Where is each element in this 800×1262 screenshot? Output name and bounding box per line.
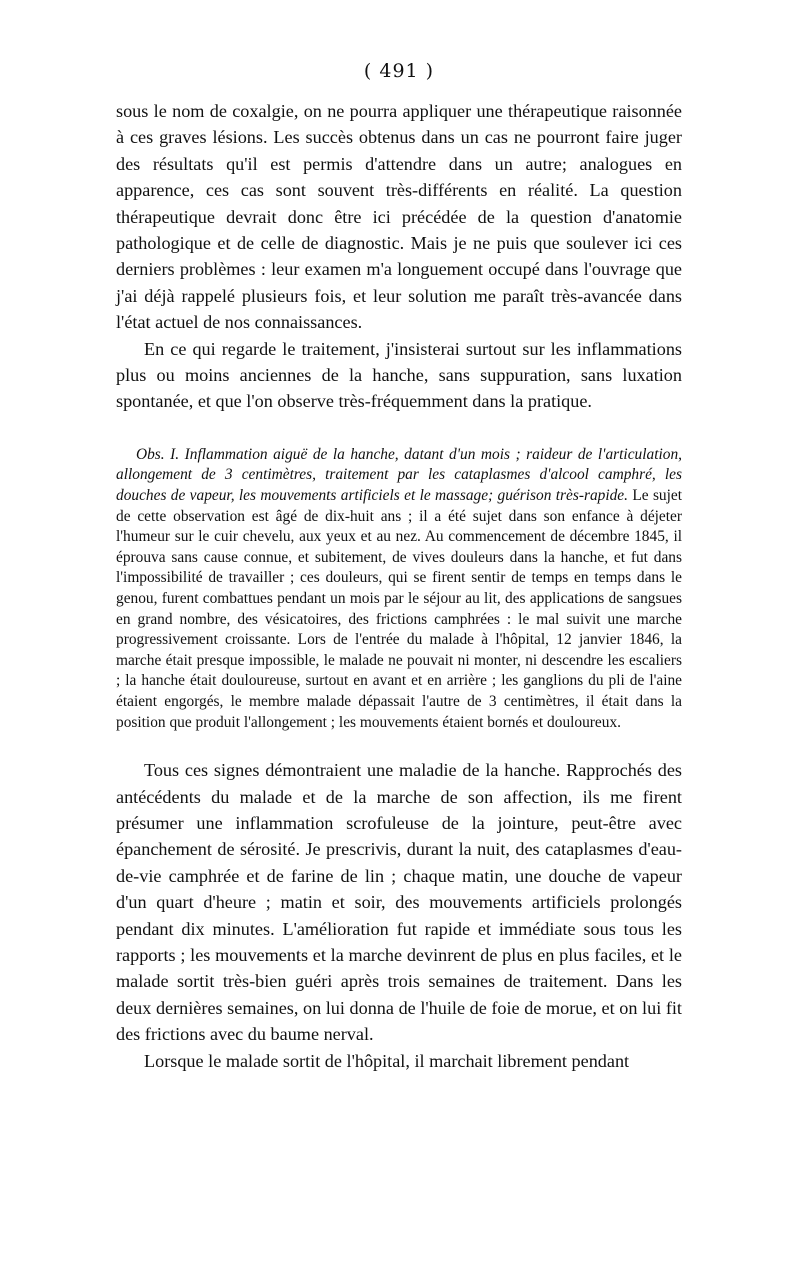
paragraph-signes: Tous ces signes démontraient une maladie de la hanche. Rapprochés des antécédents du malade et de la marche de son affection, ils me firent présumer une inflammation scrofuleuse de la jointure, peut-être avec épanchement de sérosité. Je prescrivis, durant la nuit, des cataplasmes d'eau-de-vie camphrée et de farine de lin ; chaque matin, une douche de vapeur d'un quart d'heure ; matin et soir, des mouvements artificiels prolongés pendant dix minutes. L'amélioration fut rapide et immédiate sous tous les rapports ; les mouvements et la marche devinrent de plus en plus faciles, et le malade sortit très-bien guéri après trois semaines de traitement. Dans les deux dernières semaines, on lui donna de l'huile de foie de morue, et on lui fit des frictions avec du baume nerval. <box>116 760 682 1045</box>
observation-body: Le sujet de cette observation est âgé de dix-huit ans ; il a été sujet dans son enfance à déjeter l'humeur sur le cuir chevelu, aux yeux et au nez. Au commencement de décembre 1845, il éprouva sans cause connue, et subitement, de vives douleurs dans la hanche, et fut dans l'impossibilité de travailler ; ces douleurs, qui se firent sentir de temps en temps dans le genou, furent combattues pendant un mois par le séjour au lit, des applications de sangsues en grand nombre, des vésicatoires, des frictions camphrées : le mal suivit une marche progressivement croissante. Lors de l'entrée du malade à l'hôpital, 12 janvier 1846, la marche était presque impossible, le malade ne pouvait ni monter, ni descendre les escaliers ; la hanche était douloureuse, surtout en avant et en arrière ; les ganglions du pli de l'aine étaient engorgés, le membre malade dépassait l'autre de 3 centimètres, il était dans la position que produit l'allongement ; les mouvements étaient bornés et douloureux. <box>116 487 683 731</box>
paragraph-coxalgie: sous le nom de coxalgie, on ne pourra appliquer une thérapeutique raisonnée à ces graves lésions. Les succès obtenus dans un cas ne pourront faire juger des résultats qu'il est permis d'attendre dans un autre; analogues en apparence, ces cas sont souvent très-différents en réalité. La question thérapeutique devrait donc être ici précédée de la question d'anatomie pathologique et de celle de diagnostic. Mais je ne puis que soulever ici ces derniers problèmes : leur examen m'a longuement occupé dans l'ouvrage que j'ai déjà rappelé plusieurs fois, et leur solution me paraît très-avancée dans l'état actuel de nos connaissances. <box>116 101 682 333</box>
observation-block <box>116 445 682 733</box>
book-page <box>116 58 682 1074</box>
page-number: ( 491 ) <box>363 60 435 82</box>
paragraph-traitement: En ce qui regarde le traitement, j'insisterai surtout sur les inflammations plus ou moins anciennes de la hanche, sans suppuration, sans luxation spontanée, et que l'on observe très-fréquemment dans la pratique. <box>116 338 682 412</box>
observation-heading: Obs. I. Inflammation aiguë de la hanche, datant d'un mois ; raideur de l'articulation, allongement de 3 centimètres, traitement par les cataplasmes d'alcool camphré, les douches de vapeur, les mouvements artificiels et le massage; guérison très-rapide. <box>116 445 682 505</box>
paragraph-sortie: Lorsque le malade sortit de l'hôpital, il marchait librement pendant <box>144 1050 630 1071</box>
